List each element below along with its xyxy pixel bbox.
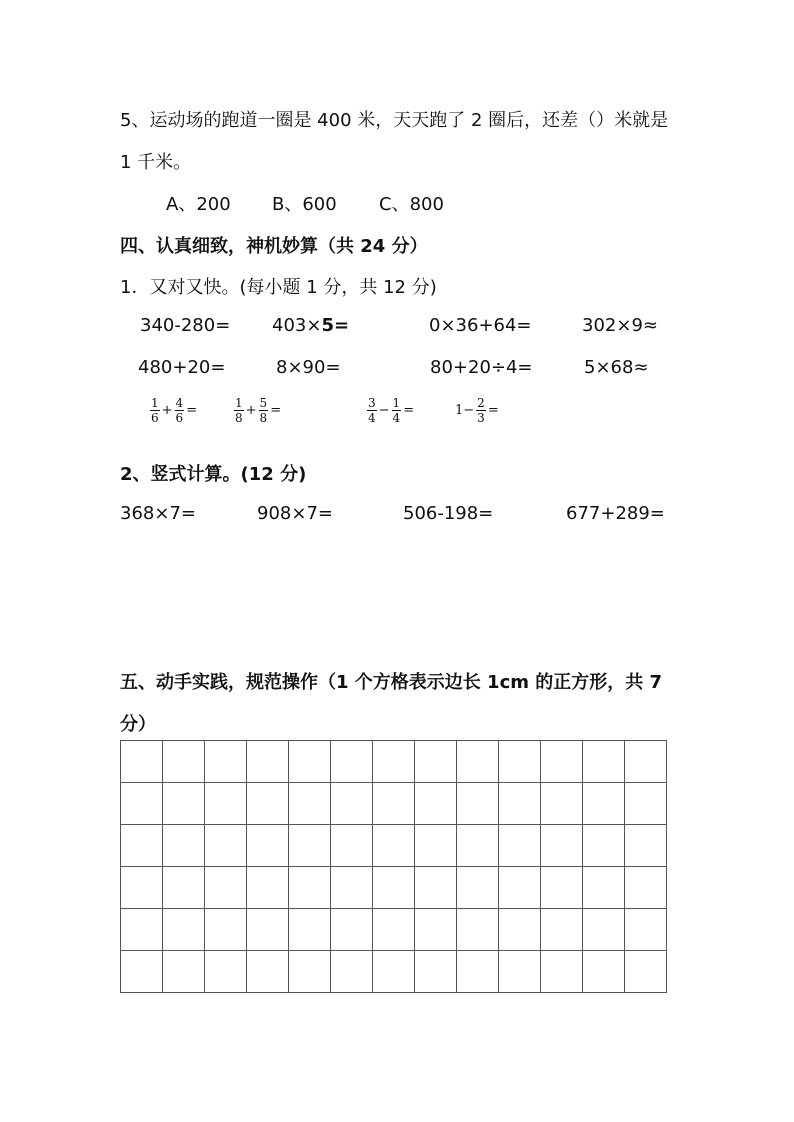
vertical-calc-2: 908×7= xyxy=(257,503,333,524)
grid-cell xyxy=(289,909,331,951)
question-5-text-line2: 1 千米。 xyxy=(120,152,192,173)
grid-cell xyxy=(331,783,373,825)
grid-cell xyxy=(247,909,289,951)
grid-cell xyxy=(331,909,373,951)
grid-cell xyxy=(289,783,331,825)
grid-cell xyxy=(499,741,541,783)
grid-cell xyxy=(121,783,163,825)
fraction: $\frac{1}{4}$ xyxy=(392,396,401,425)
grid-cell xyxy=(625,909,667,951)
grid-cell xyxy=(583,783,625,825)
grid-cell xyxy=(499,825,541,867)
grid-cell xyxy=(205,741,247,783)
vertical-calc-4: 677+289= xyxy=(566,503,665,524)
grid-cell xyxy=(583,951,625,993)
grid-cell xyxy=(205,867,247,909)
grid-cell xyxy=(121,951,163,993)
vertical-calc-1: 368×7= xyxy=(120,503,196,524)
grid-cell xyxy=(247,741,289,783)
grid-cell xyxy=(289,867,331,909)
fraction: $\frac{5}{8}$ xyxy=(259,396,268,425)
fraction-calc-3: 3 4 − $\frac{1}{4}$ = xyxy=(368,396,415,425)
grid-cell xyxy=(457,909,499,951)
square-grid xyxy=(120,740,667,993)
grid-cell xyxy=(331,951,373,993)
grid-cell xyxy=(121,825,163,867)
grid-cell xyxy=(163,909,205,951)
fraction-calc-4: 1− $\frac{2}{3}$ = xyxy=(455,396,499,425)
calc-4: 302×9≈ xyxy=(582,315,658,336)
section-4-sub2: 2、竖式计算。(12 分) xyxy=(120,464,307,485)
grid-cell xyxy=(583,741,625,783)
fraction: 1 8 xyxy=(235,396,243,425)
grid-cell xyxy=(625,951,667,993)
grid-cell xyxy=(457,867,499,909)
grid-cell xyxy=(121,741,163,783)
grid-cell xyxy=(457,825,499,867)
option-a: A、200 xyxy=(166,194,231,215)
grid-cell xyxy=(415,951,457,993)
grid-cell xyxy=(205,951,247,993)
fraction-calc-1: 1 6 + $\frac{4}{6}$ = xyxy=(151,396,198,425)
grid-cell xyxy=(415,783,457,825)
grid-cell xyxy=(415,741,457,783)
section-5-heading-line2: 分） xyxy=(120,714,156,735)
calc-2 xyxy=(272,315,349,336)
grid-cell xyxy=(247,783,289,825)
grid-cell xyxy=(541,867,583,909)
grid-cell xyxy=(499,783,541,825)
grid-cell xyxy=(205,909,247,951)
grid-cell xyxy=(625,741,667,783)
grid-cell xyxy=(625,867,667,909)
section-4-heading: 四、认真细致，神机妙算（共 24 分） xyxy=(120,236,428,257)
fraction: $\frac{4}{6}$ xyxy=(175,396,184,425)
option-b: B、600 xyxy=(272,194,337,215)
grid-cell xyxy=(499,909,541,951)
grid-cell xyxy=(499,951,541,993)
grid-cell xyxy=(247,951,289,993)
grid-cell xyxy=(289,741,331,783)
grid-cell xyxy=(373,867,415,909)
grid-cell xyxy=(625,783,667,825)
grid-cell xyxy=(457,951,499,993)
grid-cell xyxy=(541,783,583,825)
grid-cell xyxy=(373,951,415,993)
grid-cell xyxy=(415,909,457,951)
grid-cell xyxy=(625,825,667,867)
vertical-calc-3: 506-198= xyxy=(403,503,494,524)
calc-2-part-a: 403× xyxy=(272,315,322,336)
grid-cell xyxy=(289,951,331,993)
grid-cell xyxy=(247,867,289,909)
grid-cell xyxy=(331,867,373,909)
grid-cell xyxy=(583,825,625,867)
fraction: 1 6 xyxy=(151,396,159,425)
grid-cell xyxy=(541,825,583,867)
grid-cell xyxy=(205,783,247,825)
grid-cell xyxy=(163,783,205,825)
calc-1: 340-280= xyxy=(140,315,231,336)
grid-cell xyxy=(163,741,205,783)
grid-cell xyxy=(289,825,331,867)
grid-cell xyxy=(373,909,415,951)
grid-cell xyxy=(373,783,415,825)
grid-cell xyxy=(373,741,415,783)
grid-cell xyxy=(415,825,457,867)
grid-cell xyxy=(541,741,583,783)
grid-cell xyxy=(415,867,457,909)
question-5-text-line1: 5、运动场的跑道一圈是 400 米，天天跑了 2 圈后，还差（）米就是 xyxy=(120,110,669,131)
grid-cell xyxy=(499,867,541,909)
section-5-heading-line1: 五、动手实践，规范操作（1 个方格表示边长 1cm 的正方形，共 7 xyxy=(120,672,663,693)
calc-3: 0×36+64= xyxy=(429,315,532,336)
grid-cell xyxy=(247,825,289,867)
option-c: C、800 xyxy=(379,194,444,215)
calc-8: 5×68≈ xyxy=(584,357,649,378)
calc-6: 8×90= xyxy=(276,357,341,378)
grid-cell xyxy=(121,909,163,951)
grid-cell xyxy=(205,825,247,867)
section-4-sub1: 1．又对又快。(每小题 1 分，共 12 分) xyxy=(120,277,437,298)
grid-cell xyxy=(163,951,205,993)
grid-cell xyxy=(163,867,205,909)
fraction-calc-2: 1 8 + $\frac{5}{8}$ = xyxy=(235,396,282,425)
grid-cell xyxy=(331,825,373,867)
fraction: $\frac{2}{3}$ xyxy=(477,396,485,425)
grid-cell xyxy=(457,741,499,783)
grid-cell xyxy=(331,741,373,783)
grid-cell xyxy=(373,825,415,867)
calc-5: 480+20= xyxy=(138,357,226,378)
grid-cell xyxy=(583,867,625,909)
grid-cell xyxy=(541,951,583,993)
fraction: 3 4 xyxy=(368,396,376,425)
grid-cell xyxy=(121,867,163,909)
calc-2-part-b: 5= xyxy=(321,315,350,336)
grid-cell xyxy=(541,909,583,951)
calc-7: 80+20÷4= xyxy=(430,357,533,378)
grid-cell xyxy=(163,825,205,867)
grid-cell xyxy=(457,783,499,825)
grid-cell xyxy=(583,909,625,951)
